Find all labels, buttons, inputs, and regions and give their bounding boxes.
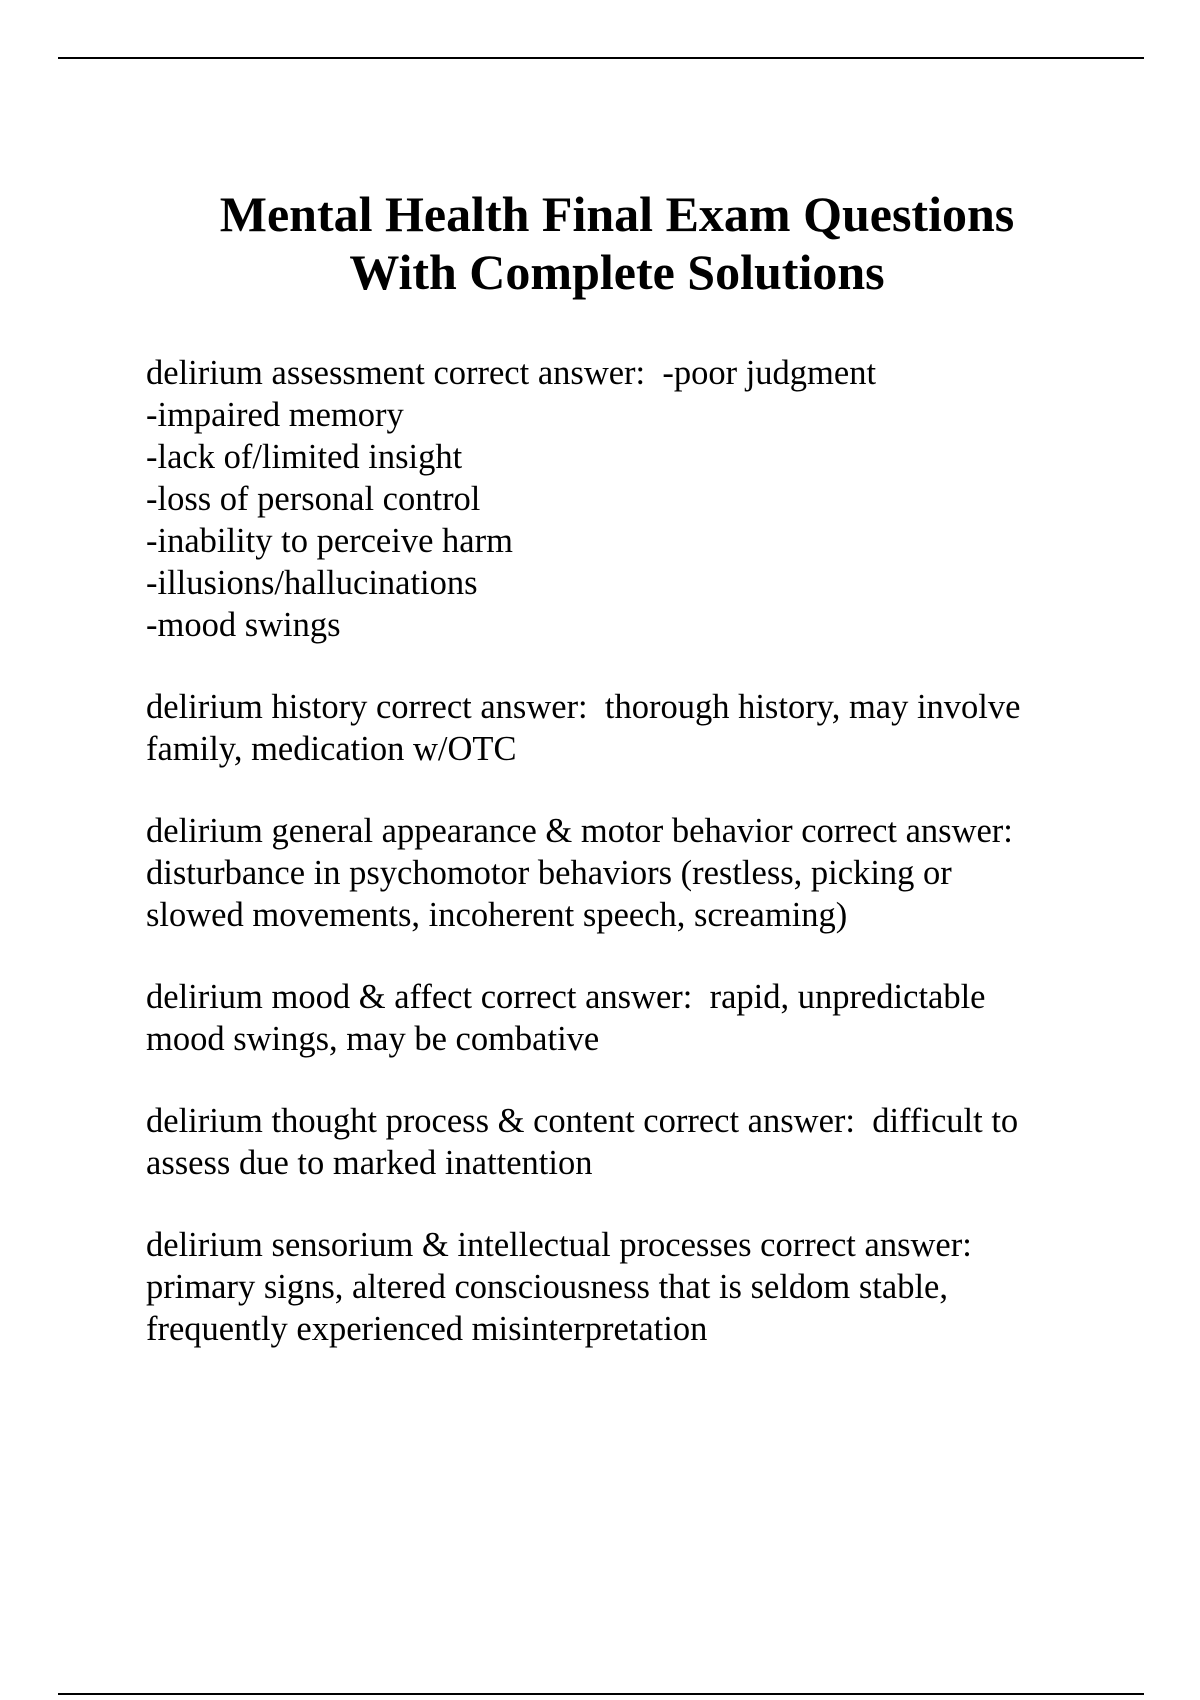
qa-line: delirium thought process & content correct answer: difficult to (146, 1102, 1019, 1140)
qa-line: primary signs, altered consciousness that is seldom stable, (146, 1268, 948, 1306)
qa-line: delirium assessment correct answer: -poor judgment (146, 354, 877, 392)
qa-list (146, 352, 1086, 1390)
bottom-divider (58, 1693, 1144, 1695)
qa-line: delirium mood & affect correct answer: rapid, unpredictable (146, 978, 986, 1016)
qa-line: -impaired memory (146, 396, 404, 434)
qa-line: mood swings, may be combative (146, 1020, 600, 1058)
qa-line: delirium general appearance & motor behavior correct answer: (146, 812, 1013, 850)
qa-line: -loss of personal control (146, 480, 481, 518)
qa-line: family, medication w/OTC (146, 730, 517, 768)
qa-line: -inability to perceive harm (146, 522, 513, 560)
qa-line: -lack of/limited insight (146, 438, 463, 476)
qa-entry-delirium-mood-affect (146, 976, 1086, 1060)
title-line-2: With Complete Solutions (349, 244, 885, 300)
qa-line: frequently experienced misinterpretation (146, 1310, 708, 1348)
qa-line: -mood swings (146, 606, 341, 644)
qa-entry-delirium-sensorium (146, 1224, 1086, 1350)
qa-line: assess due to marked inattention (146, 1144, 593, 1182)
qa-entry-delirium-appearance-motor (146, 810, 1086, 936)
qa-line: slowed movements, incoherent speech, screaming) (146, 896, 848, 934)
qa-entry-delirium-history (146, 686, 1086, 770)
qa-line: disturbance in psychomotor behaviors (restless, picking or (146, 854, 952, 892)
qa-entry-delirium-thought-process (146, 1100, 1086, 1184)
qa-line: -illusions/hallucinations (146, 564, 478, 602)
qa-entry-delirium-assessment (146, 352, 1086, 646)
top-divider (58, 57, 1144, 59)
qa-line: delirium history correct answer: thorough history, may involve (146, 688, 1021, 726)
title-line-1: Mental Health Final Exam Questions (219, 186, 1015, 242)
page-title (0, 185, 1200, 301)
qa-line: delirium sensorium & intellectual processes correct answer: (146, 1226, 972, 1264)
